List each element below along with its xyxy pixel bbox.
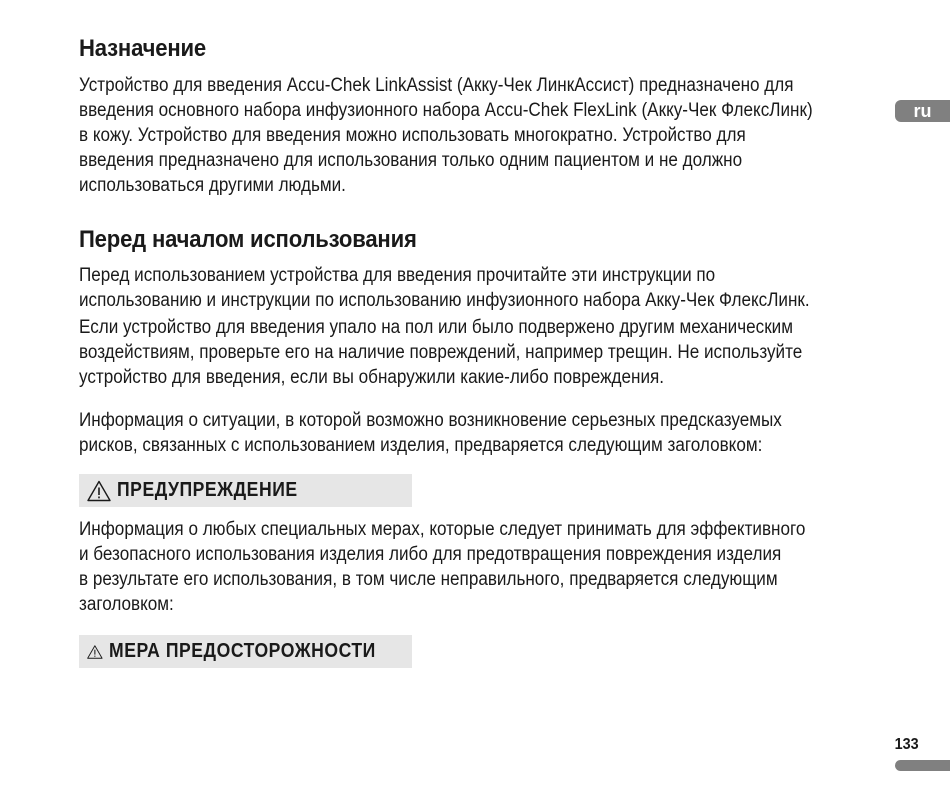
section-heading-purpose: Назначение xyxy=(79,35,206,62)
warning-label: ПРЕДУПРЕЖДЕНИЕ xyxy=(117,479,298,501)
section-heading-before-use: Перед началом использования xyxy=(79,226,417,253)
caution-box xyxy=(79,635,412,668)
page-number: 133 xyxy=(894,736,919,753)
paragraph-purpose: Устройство для введения Accu-Chek LinkAssist (Акку-Чек ЛинкАссист) предназначено для введения основного набора инфузионного набора Accu-Chek FlexLink (Акку-Чек ФлексЛинк) в кожу. Устройство для введения можно использовать многократно. Устройство для введения предназначено для использования только одним пациентом и не должно использоваться другими людьми. xyxy=(79,75,813,196)
warning-box xyxy=(79,474,412,507)
paragraph-risk-info: Информация о ситуации, в которой возможно возникновение серьезных предсказуемых рисков, связанных с использованием изделия, предваряется следующим заголовком: xyxy=(79,410,782,456)
language-tab: ru xyxy=(895,100,950,122)
paragraph-precaution-info: Информация о любых специальных мерах, которые следует принимать для эффективного и безопасного использования изделия либо для предотвращения повреждения изделия в результате его использования, в том числе неправильного, предваряется следующим заголовком: xyxy=(79,519,806,615)
warning-triangle-icon xyxy=(87,641,103,663)
warning-triangle-icon xyxy=(87,480,111,502)
paragraph-read-instructions: Перед использованием устройства для введения прочитайте эти инструкции по использованию и инструкции по использованию инфузионного набора Акку-Чек ФлексЛинк. xyxy=(79,265,810,311)
document-body xyxy=(79,32,899,668)
page-marker-bar xyxy=(895,760,950,771)
paragraph-damage-check: Если устройство для введения упало на пол или было подвержено другим механическим воздействиям, проверьте его на наличие повреждений, например трещин. Не используйте устройство для введения, если вы обнаружили какие-либо повреждения. xyxy=(79,317,803,388)
caution-label: МЕРА ПРЕДОСТОРОЖНОСТИ xyxy=(108,640,376,662)
